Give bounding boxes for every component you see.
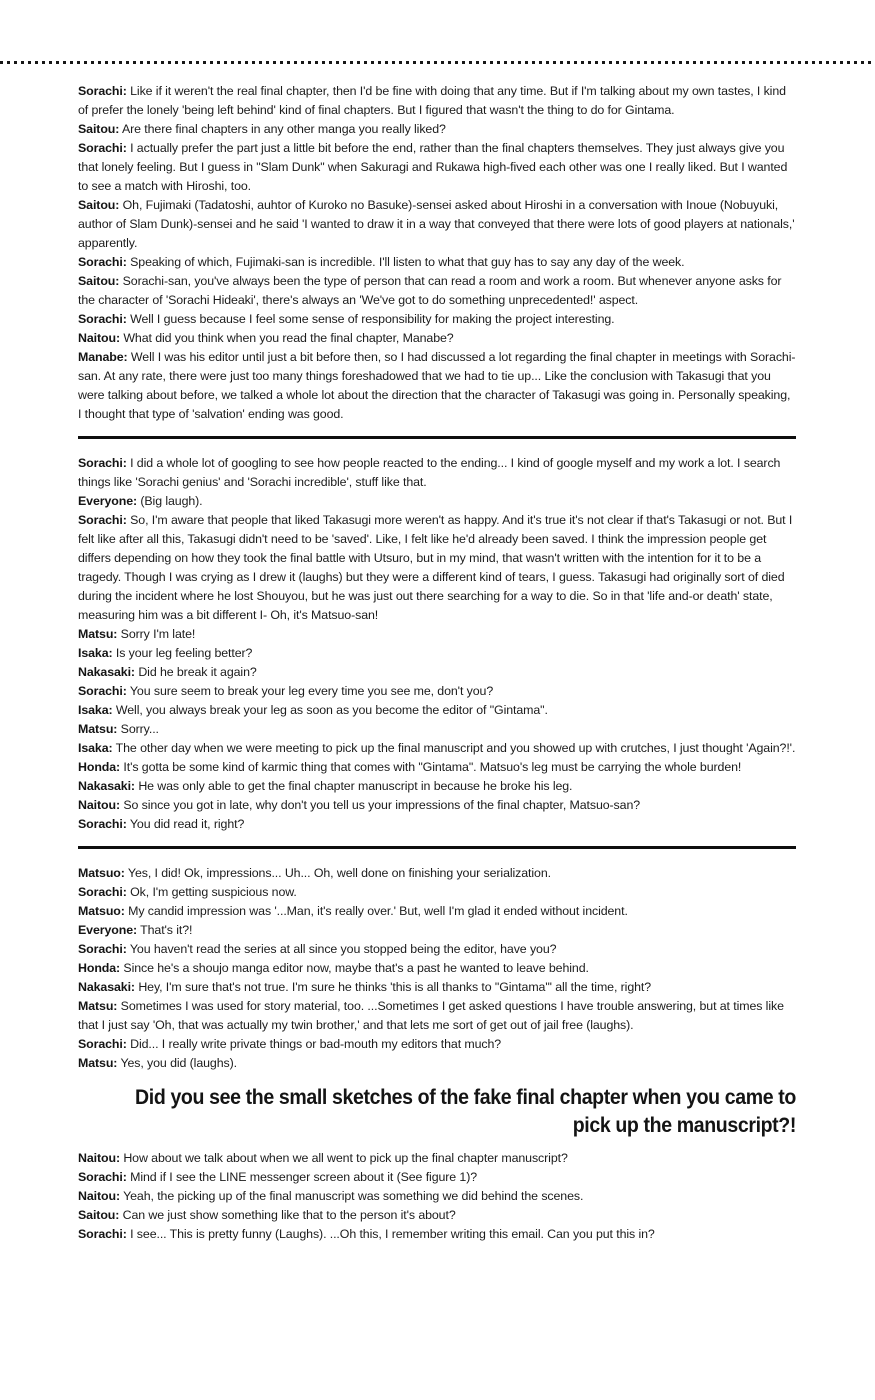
speaker-name: Naitou: — [78, 1151, 120, 1165]
dialogue-text: Like if it weren't the real final chapter, then I'd be fine with doing that any time. But if I'm talking about my own tastes, I kind of prefer the lonely 'being left behind' kind of final chapters. But I figured that wasn't the thing to do for Gintama. — [78, 84, 786, 117]
dialogue-line — [78, 921, 796, 940]
dialogue-text: That's it?! — [140, 923, 193, 937]
dialogue-text: He was only able to get the final chapter manuscript in because he broke his leg. — [138, 779, 573, 793]
speaker-name: Sorachi: — [78, 456, 127, 470]
dialogue-text: Are there final chapters in any other manga you really liked? — [121, 122, 446, 136]
speaker-name: Honda: — [78, 760, 121, 774]
speaker-name: Sorachi: — [78, 684, 127, 698]
dialogue-line — [78, 796, 796, 815]
dialogue-line — [78, 1187, 796, 1206]
dialogue-line — [78, 1168, 796, 1187]
dialogue-section — [78, 82, 796, 424]
dialogue-text: Mind if I see the LINE messenger screen about it (See figure 1)? — [130, 1170, 478, 1184]
dialogue-text: You sure seem to break your leg every time you see me, don't you? — [129, 684, 494, 698]
speaker-name: Isaka: — [78, 703, 113, 717]
speaker-name: Nakasaki: — [78, 779, 135, 793]
speaker-name: Sorachi: — [78, 141, 127, 155]
dialogue-line — [78, 1035, 796, 1054]
dialogue-line — [78, 720, 796, 739]
speaker-name: Sorachi: — [78, 513, 127, 527]
speaker-name: Sorachi: — [78, 255, 127, 269]
speaker-name: Honda: — [78, 961, 121, 975]
dialogue-text: Did... I really write private things or bad-mouth my editors that much? — [130, 1037, 502, 1051]
dialogue-text: Yes, you did (laughs). — [120, 1056, 237, 1070]
section-divider-rule — [78, 436, 796, 439]
dialogue-text: Well I was his editor until just a bit before then, so I had discussed a lot regarding the final chapter in meetings with Sorachi-san. At any rate, there were just too many things foreshadowed that we had to tie up... Like the conclusion with Takasugi that you were talking about before, we talked a whole lot about the direction that the character of Takasugi was going in. Personally speaking, I thought that type of 'salvation' ending was good. — [78, 350, 796, 421]
dialogue-text: Sorry... — [120, 722, 159, 736]
dialogue-line — [78, 1206, 796, 1225]
dialogue-section — [78, 454, 796, 834]
speaker-name: Sorachi: — [78, 942, 127, 956]
dialogue-text: Hey, I'm sure that's not true. I'm sure he thinks 'this is all thanks to "Gintama"' all the time, right? — [138, 980, 652, 994]
dialogue-text: So, I'm aware that people that liked Takasugi more weren't as happy. And it's true it's not clear if that's Takasugi or not. But I felt like after all this, Takasugi didn't need to be 'saved'. Like, I felt like he'd already been saved. I think the impression people get differs depending on how they took the final battle with Utsuro, but in my mind, that wasn't written with the intention for it to be a tragedy. Though I was crying as I drew it (laughs) but they were a different kind of tears, I guess. Takasugi had originally sort of died during the incident where he lost Shouyou, but he was just out there searching for a way to die. So in that 'life and-or death' state, measuring him was a bit different I- Oh, it's Matsuo-san! — [78, 513, 793, 622]
speaker-name: Nakasaki: — [78, 665, 135, 679]
speaker-name: Naitou: — [78, 1189, 120, 1203]
speaker-name: Sorachi: — [78, 312, 127, 326]
section-divider-rule — [78, 846, 796, 849]
dialogue-line — [78, 1149, 796, 1168]
speaker-name: Isaka: — [78, 741, 113, 755]
speaker-name: Everyone: — [78, 923, 138, 937]
dialogue-text: How about we talk about when we all went to pick up the final chapter manuscript? — [123, 1151, 568, 1165]
dialogue-text: Sometimes I was used for story material, too. ...Sometimes I get asked questions I have trouble answering, but at times like that I just say 'Oh, that was actually my twin brother,' and that lets me sort of get out of jail free (laughs). — [78, 999, 784, 1032]
dialogue-text: Yeah, the picking up of the final manuscript was something we did behind the scenes. — [123, 1189, 584, 1203]
dialogue-text: (Big laugh). — [140, 494, 203, 508]
speaker-name: Matsuo: — [78, 904, 125, 918]
dialogue-line — [78, 348, 796, 424]
interview-content — [78, 82, 796, 1244]
dialogue-text: Can we just show something like that to the person it's about? — [122, 1208, 456, 1222]
speaker-name: Everyone: — [78, 494, 138, 508]
dialogue-text: It's gotta be some kind of karmic thing that comes with "Gintama". Matsuo's leg must be carrying the whole burden! — [123, 760, 742, 774]
dialogue-line — [78, 253, 796, 272]
dialogue-text: Well I guess because I feel some sense of responsibility for making the project interesting. — [130, 312, 615, 326]
dialogue-line — [78, 902, 796, 921]
speaker-name: Manabe: — [78, 350, 128, 364]
dialogue-line — [78, 120, 796, 139]
speaker-name: Sorachi: — [78, 885, 127, 899]
dialogue-text: I did a whole lot of googling to see how people reacted to the ending... I kind of google myself and my work a lot. I search things like 'Sorachi genius' and 'Sorachi incredible', stuff like that. — [78, 456, 781, 489]
dialogue-text: Since he's a shoujo manga editor now, maybe that's a past he wanted to leave behind. — [123, 961, 589, 975]
dialogue-line — [78, 815, 796, 834]
dialogue-line — [78, 196, 796, 253]
speaker-name: Saitou: — [78, 198, 120, 212]
top-dotted-divider — [0, 61, 875, 64]
speaker-name: Naitou: — [78, 331, 120, 345]
dialogue-text: What did you think when you read the final chapter, Manabe? — [123, 331, 454, 345]
speaker-name: Sorachi: — [78, 1227, 127, 1241]
dialogue-text: Speaking of which, Fujimaki-san is incredible. I'll listen to what that guy has to say any day of the week. — [130, 255, 685, 269]
dialogue-line — [78, 329, 796, 348]
dialogue-line — [78, 492, 796, 511]
dialogue-line — [78, 997, 796, 1035]
dialogue-text: Is your leg feeling better? — [115, 646, 253, 660]
dialogue-section — [78, 1149, 796, 1244]
dialogue-line — [78, 959, 796, 978]
dialogue-line — [78, 1054, 796, 1073]
speaker-name: Sorachi: — [78, 1170, 127, 1184]
dialogue-text: My candid impression was '...Man, it's really over.' But, well I'm glad it ended without incident. — [128, 904, 628, 918]
dialogue-text: Well, you always break your leg as soon as you become the editor of "Gintama". — [115, 703, 548, 717]
dialogue-line — [78, 864, 796, 883]
dialogue-text: I actually prefer the part just a little bit before the end, rather than the final chapters themselves. They just always give you that lonely feeling. But I guess in "Slam Dunk" when Sakuragi and Rukawa high-fived each other was one I really liked. But I wanted to see a match with Hiroshi, too. — [78, 141, 788, 193]
dialogue-line — [78, 978, 796, 997]
dialogue-line — [78, 758, 796, 777]
dialogue-text: Yes, I did! Ok, impressions... Uh... Oh, well done on finishing your serialization. — [127, 866, 551, 880]
speaker-name: Sorachi: — [78, 1037, 127, 1051]
speaker-name: Sorachi: — [78, 817, 127, 831]
dialogue-line — [78, 663, 796, 682]
dialogue-text: The other day when we were meeting to pick up the final manuscript and you showed up with crutches, I just thought 'Again?!'. — [115, 741, 796, 755]
speaker-name: Matsu: — [78, 999, 118, 1013]
dialogue-text: You did read it, right? — [129, 817, 245, 831]
speaker-name: Matsu: — [78, 1056, 118, 1070]
dialogue-line — [78, 511, 796, 625]
speaker-name: Sorachi: — [78, 84, 127, 98]
dialogue-text: You haven't read the series at all since you stopped being the editor, have you? — [129, 942, 557, 956]
dialogue-line — [78, 82, 796, 120]
dialogue-text: Did he break it again? — [138, 665, 257, 679]
pull-quote-heading: Did you see the small sketches of the fake final chapter when you came to pick up the manuscript?! — [135, 1086, 796, 1137]
dialogue-line — [78, 682, 796, 701]
dialogue-line — [78, 454, 796, 492]
dialogue-section — [78, 864, 796, 1073]
dialogue-line — [78, 1225, 796, 1244]
speaker-name: Nakasaki: — [78, 980, 135, 994]
speaker-name: Matsu: — [78, 722, 118, 736]
dialogue-text: Ok, I'm getting suspicious now. — [130, 885, 297, 899]
dialogue-text: I see... This is pretty funny (Laughs). ...Oh this, I remember writing this email. Can you put this in? — [130, 1227, 655, 1241]
speaker-name: Saitou: — [78, 122, 120, 136]
speaker-name: Isaka: — [78, 646, 113, 660]
speaker-name: Saitou: — [78, 274, 120, 288]
speaker-name: Matsuo: — [78, 866, 125, 880]
dialogue-line — [78, 625, 796, 644]
dialogue-line — [78, 644, 796, 663]
dialogue-line — [78, 883, 796, 902]
speaker-name: Naitou: — [78, 798, 120, 812]
dialogue-text: Oh, Fujimaki (Tadatoshi, auhtor of Kuroko no Basuke)-sensei asked about Hiroshi in a conversation with Inoue (Nobuyuki, author of Slam Dunk)-sensei and he said 'I wanted to draw it in a way that conveyed that there were lots of good players at nationals,' apparently. — [78, 198, 795, 250]
dialogue-text: So since you got in late, why don't you tell us your impressions of the final chapter, Matsuo-san? — [123, 798, 641, 812]
dialogue-text: Sorry I'm late! — [120, 627, 196, 641]
speaker-name: Saitou: — [78, 1208, 120, 1222]
dialogue-line — [78, 701, 796, 720]
dialogue-line — [78, 139, 796, 196]
speaker-name: Matsu: — [78, 627, 118, 641]
dialogue-line — [78, 310, 796, 329]
dialogue-line — [78, 777, 796, 796]
dialogue-line — [78, 739, 796, 758]
dialogue-text: Sorachi-san, you've always been the type of person that can read a room and work a room. But whenever anyone asks for the character of 'Sorachi Hideaki', there's always an 'We've got to do something unprecedented!' aspect. — [78, 274, 782, 307]
dialogue-line — [78, 940, 796, 959]
dialogue-line — [78, 272, 796, 310]
